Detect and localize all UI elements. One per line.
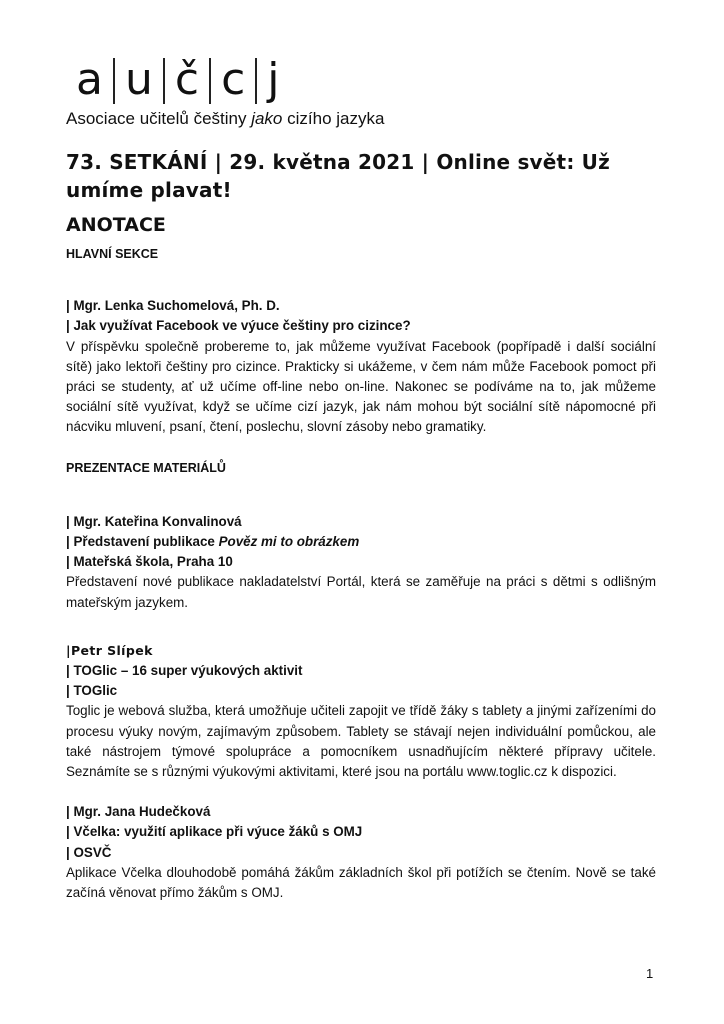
talk-speaker: |Petr Slípek [66,642,153,658]
talk-topic-title: Pověz mi to obrázkem [218,534,360,550]
document-title: 73. SETKÁNÍ | 29. května 2021 | Online svět: Už umíme plavat! [66,150,610,202]
tagline-text: Asociace učitelů češtiny [66,109,252,128]
talk-abstract: Aplikace Včelka dlouhodobě pomáhá žákům základních škol při potížích se čtením. Nově se také začíná věnovat přímo žákům s OMJ. [66,864,656,901]
document-body [66,244,656,903]
talk-organization: | Mateřská škola, Praha 10 [66,554,233,570]
talk-abstract: V příspěvku společně probereme to, jak můžeme využívat Facebook (popřípadě i další sociální sítě) jako lektoři češtiny pro cizince. Prakticky si ukážeme, v čem nám může Facebook pomoct při práci se studenty, ať už učíme off-line nebo on-line. Nakonec se podíváme na to, jak můžeme sociální sítě využívat, když se učíme cizí jazyk, jak nám mohou být sociální sítě nápomocné při nácviku mluvení, psaní, čtení, poslechu, slovní zásoby nebo gramatiky. [66,338,656,435]
talk-topic [66,532,656,552]
talk-topic: | Včelka: využití aplikace při výuce žáků s OMJ [66,824,363,840]
talk-abstract: Toglic je webová služba, která umožňuje učiteli zapojit ve třídě žáky s tablety a jinými zařízeními do procesu výuky novým, zajímavým způsobem. Tablety se stávají nejen individuální pomůckou, ale také nástrojem týmové spolupráce a pomocníkem usnadňujícím některé přípravy učitele. Seznámíte se s různými výukovými aktivitami, které jsou na portálu www.toglic.cz k dispozici. [66,703,656,780]
talk-block [66,296,656,437]
talk-block [66,802,656,903]
talk-organization: | OSVČ [66,844,112,860]
logo-letter: j [267,54,280,105]
anotace-heading: ANOTACE [66,214,166,236]
tagline-emphasis: jako [251,109,283,128]
talk-organization: | TOGlic [66,683,118,699]
talk-block [66,641,656,782]
talk-block [66,512,656,613]
talk-topic-text: | Představení publikace [66,534,219,550]
section-label-main: HLAVNÍ SEKCE [66,247,159,261]
page-number: 1 [646,966,654,981]
talk-topic: | TOGlic – 16 super výukových aktivit [66,663,303,679]
auccj-logo [66,48,290,108]
logo-tagline [66,109,384,129]
logo-letter: č [174,54,200,105]
section-label-materials: PREZENTACE MATERIÁLŮ [66,460,226,475]
logo-letter: u [124,54,153,105]
talk-speaker: | Mgr. Kateřina Konvalinová [66,513,242,529]
talk-speaker: | Mgr. Lenka Suchomelová, Ph. D. [66,298,280,314]
talk-abstract: Představení nové publikace nakladatelství Portál, která se zaměřuje na práci s dětmi s odlišným mateřským jazykem. [66,574,656,610]
talk-topic: | Jak využívat Facebook ve výuce češtiny pro cizince? [66,318,411,334]
talk-speaker: | Mgr. Jana Hudečková [66,804,211,820]
logo-letter: c [221,54,246,105]
logo-letter: a [76,54,103,105]
tagline-text: cizího jazyka [282,109,385,128]
